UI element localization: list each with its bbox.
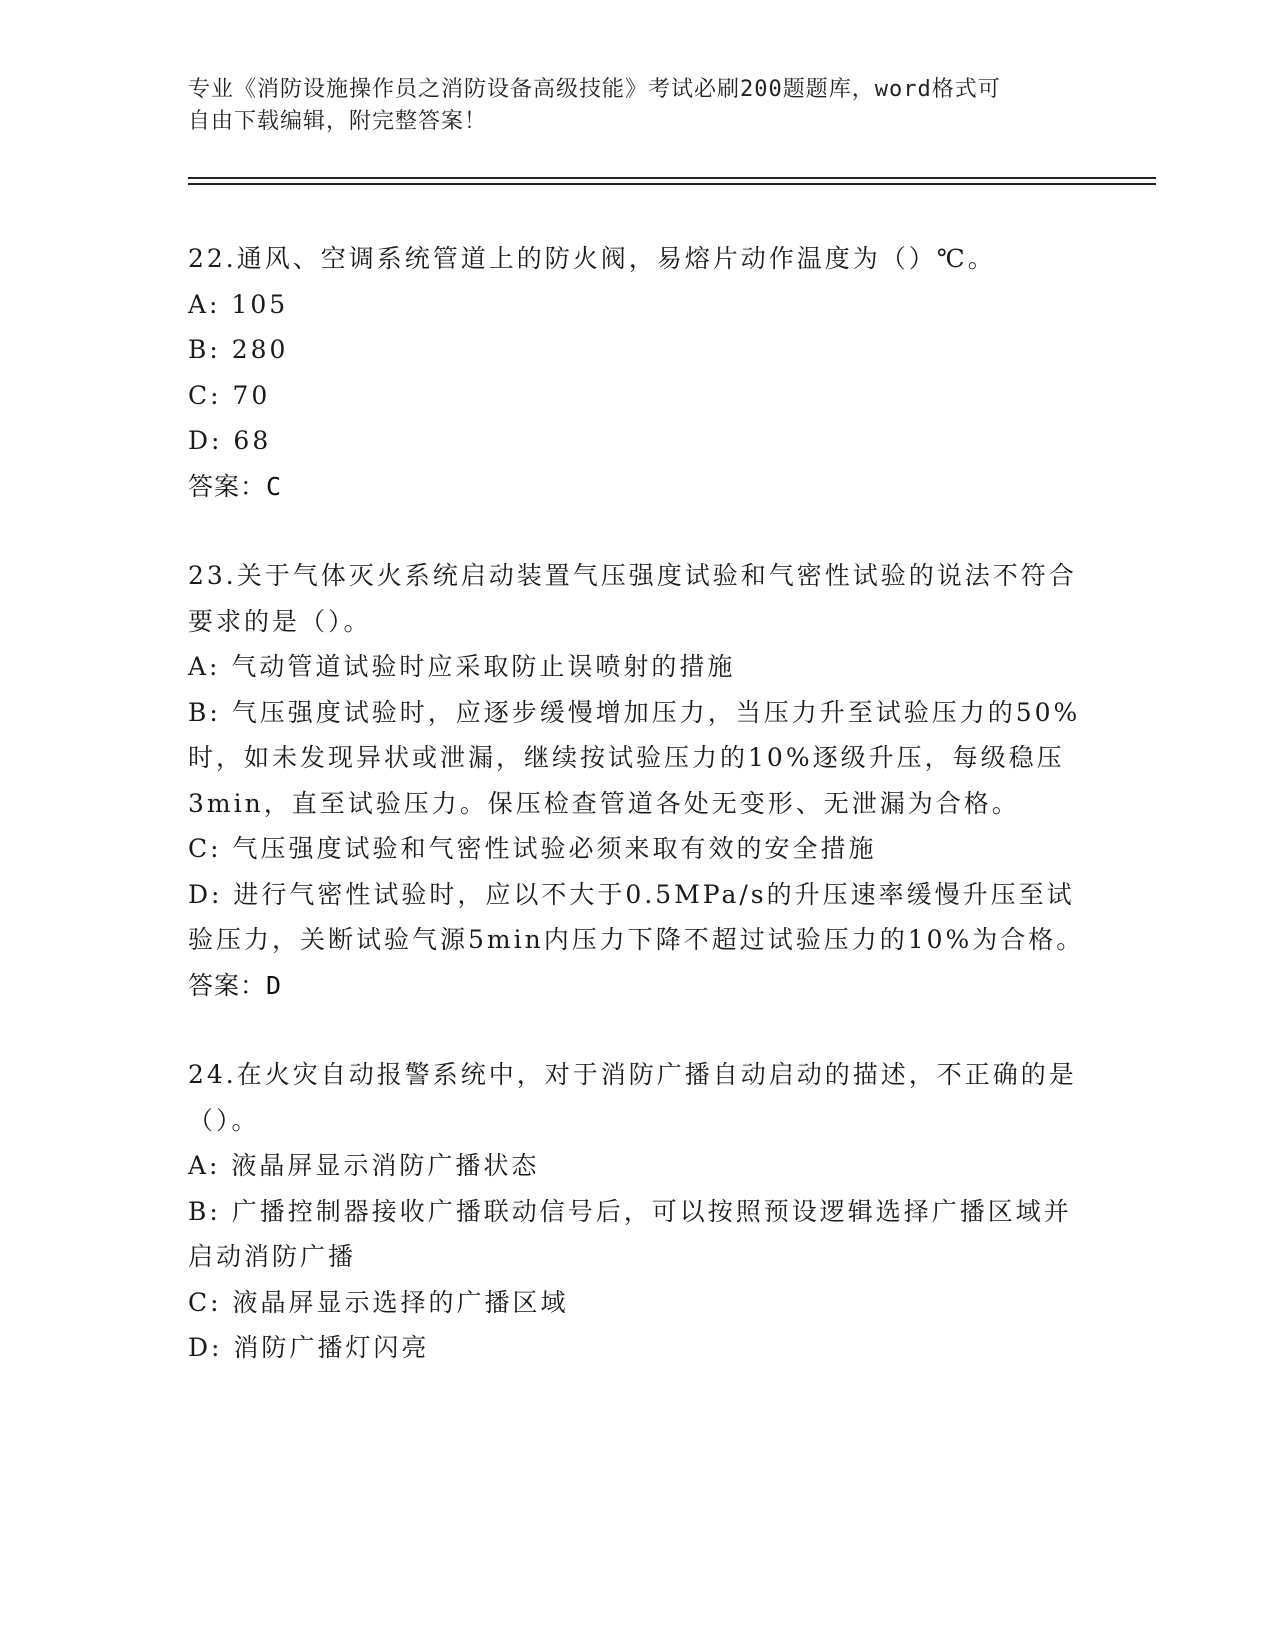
answer-line — [188, 464, 1088, 510]
option-a: A: 105 — [188, 289, 289, 319]
answer-label: 答案： — [188, 471, 267, 501]
option-d: D: 进行气密性试验时，应以不大于0.5MPa/s的升压速率缓慢升压至试验压力，关断试验气源5min内压力下降不超过试验压力的10%为合格。 — [188, 879, 1085, 954]
header-line-1: 专业《消防设施操作员之消防设备高级技能》考试必刷200题题库，word格式可 — [188, 77, 1001, 102]
option-b: B: 280 — [188, 335, 289, 364]
answer-value: C — [266, 471, 283, 501]
question-23 — [188, 553, 1088, 1008]
option-c: C: 气压强度试验和气密性试验必须来取有效的安全措施 — [188, 834, 877, 863]
question-22 — [188, 236, 1088, 509]
question-24 — [188, 1052, 1088, 1371]
question-text: 24.在火灾自动报警系统中，对于消防广播自动启动的描述，不正确的是（）。 — [188, 1060, 1077, 1135]
header-line-2: 自由下载编辑，附完整答案！ — [188, 109, 488, 134]
question-list — [188, 236, 1088, 1415]
option-d: D: 消防广播灯闪亮 — [188, 1333, 430, 1362]
option-c: C: 液晶屏显示选择的广播区域 — [188, 1287, 569, 1317]
header-divider-bottom — [188, 183, 1156, 185]
answer-line — [188, 963, 1088, 1009]
option-a: A: 气动管道试验时应采取防止误喷射的措施 — [188, 652, 736, 681]
answer-label: 答案： — [188, 970, 267, 1000]
question-text: 22.通风、空调系统管道上的防火阀，易熔片动作温度为（）℃。 — [188, 244, 996, 273]
option-a: A: 液晶屏显示消防广播状态 — [188, 1151, 540, 1180]
answer-value: D — [266, 970, 283, 1000]
option-b: B: 广播控制器接收广播联动信号后，可以按照预设逻辑选择广播区域并启动消防广播 — [188, 1196, 1072, 1271]
option-d: D: 68 — [188, 426, 272, 455]
document-header — [188, 74, 1088, 138]
option-c: C: 70 — [188, 380, 271, 410]
header-divider-top — [188, 177, 1156, 179]
option-b: B: 气压强度试验时，应逐步缓慢增加压力，当压力升至试验压力的50%时，如未发现异状或泄漏，继续按试验压力的10%逐级升压，每级稳压3min，直至试验压力。保压检查管道各处无变形、无泄漏为合格。 — [188, 697, 1081, 818]
question-text: 23.关于气体灭火系统启动装置气压强度试验和气密性试验的说法不符合要求的是（）。 — [188, 561, 1077, 636]
